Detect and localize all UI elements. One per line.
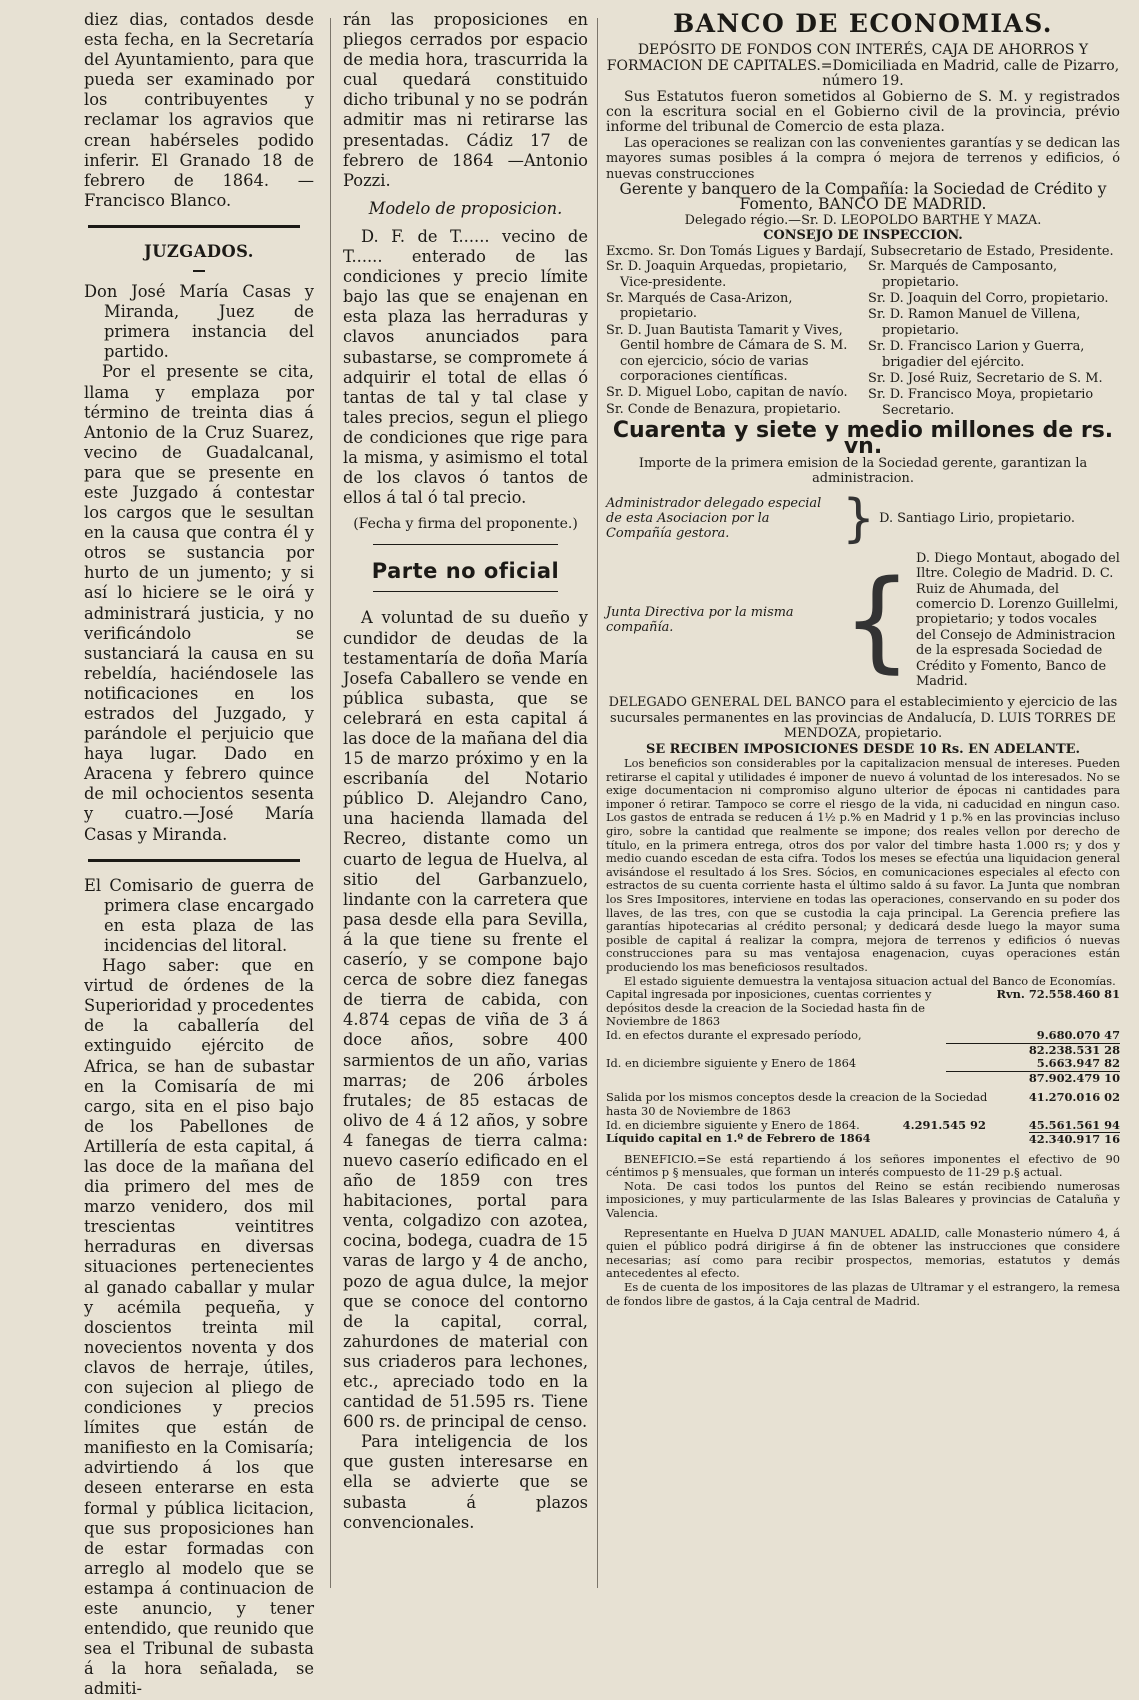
cuarenta-millones-heading: Cuarenta y siete y medio millones de rs. vn. xyxy=(612,418,1114,459)
consejo-member: Sr. Conde de Benazura, propietario. xyxy=(606,401,841,417)
delegado-general-line: DELEGADO GENERAL DEL BANCO para el establecimiento y ejercicio de las sucursales permanentes en las provincias de Andalucía, D. LUIS TORRES DE MENDOZA, propietario. xyxy=(608,695,1118,742)
beneficios-body: Los beneficios son considerables por la capitalizacion mensual de intereses. Pueden retirarse el capital y utilidades é imponer de nuevo á voluntad de los interesados. No se exige documentacion ni compromiso alguno ulterior de épocas ni cantidades para imponer ó retirar. Tampoco se corre el riesgo de la vida, ni caducidad en ningun caso. Los gastos de entrada se reducen á 1½ p.% en Madrid y 1 p.% en las provincias incluso giro, sobre la cantidad que realmente se impone; dos reales vellon por derecho de título, en la primera entrega, otros dos por valor del timbre hasta 1.000 rs; y dos y medio cuando escedan de esta cifra. Todos los meses se efectúa una liquidacion general avisándose el resultado á los Sres. Sócios, en comunicaciones especiales al efecto con estractos de su cuenta corriente hasta el último saldo á su favor. La Junta que nombran los Sres Impositores, interviene en todas las operaciones, conservando en su poder dos llaves, de las tres, con que se custodia la caja principal. La Gerencia prefiere las garantías hipotecarias al crédito personal; y dedicará desde luego la mayor suma posible de capital á realizar la compra, mejora de terrenos y edificios ó nuevas construcciones para su mas ventajosa enagenacion, cuyas operaciones están produciendo los mas beneficiosos resultados. xyxy=(606,756,1120,974)
column-3-banco xyxy=(606,10,1120,1308)
section-rule xyxy=(373,591,558,592)
consejo-right-list xyxy=(868,259,1120,419)
consejo-member: Sr. Marqués de Camposanto, propietario. xyxy=(868,259,1058,290)
estatutos-line: Sus Estatutos fueron sometidos al Gobierno de S. M. y registrados con la escritura social en el Gobierno civil de la provincia, prévio informe del tribunal de Comercio de esta plaza. xyxy=(606,88,1120,136)
administrador-value: D. Santiago Lirio, propietario. xyxy=(879,511,1075,527)
ledger-amount: 9.680.070 47 xyxy=(1036,1027,1120,1042)
comisario-title: El Comisario de guerra de primera clase encargado en esta plaza de las incidencias del litoral. xyxy=(84,875,314,955)
consejo-member: Sr. D. Miguel Lobo, capitan de navío. xyxy=(606,385,848,401)
ledger-label: Id. en diciembre siguiente y Enero de 1864 xyxy=(606,1056,857,1071)
announcement-ayuntamiento: diez dias, contados desde esta fecha, en la Secretaría del Ayuntamiento, para que pueda ser examinado por los contribuyentes y reclamar los agravios que crean habérseles podido inferir. El Granado 18 de febrero de 1864. —Francisco Blanco. xyxy=(84,10,314,210)
consejo-member: Sr. D. Joaquin del Corro, propietario. xyxy=(868,290,1109,306)
modelo-body: D. F. de T...... vecino de T...... enterado de las condiciones y precio límite bajo las que se enajenan en esta plaza las herraduras y clavos anunciados para subastarse, se compromete á adquirir el total de ellas ó tantas de tal y tal clase y tales precios, segun el pliego de condiciones que rige para la misma, y asimismo el total de los clavos ó tantos de ellos á tal ó tal precio. xyxy=(343,226,588,508)
juzgado-body: Por el presente se cita, llama y emplaza por término de treinta dias á Antonio de la Cruz Suarez, vecino de Guadalcanal, para que se presente en este Juzgado á contestar los cargos que le sesultan en la causa que contra él y otros se sustancia por hurto de un jumento; y si así lo hiciere se le oirá y administrará justicia, y no verificándolo se sustanciará la causa en su rebeldía, haciéndosele las notificaciones en los estrados del Juzgado, y parándole el perjuicio que haya lugar. Dado en Aracena y febrero quince de mil ochocientos sesenta y cuatro.—José María Casas y Miranda. xyxy=(84,362,314,844)
column-divider xyxy=(330,18,331,1588)
operaciones-line: Las operaciones se realizan con las convenientes garantías y se dedican las mayores sumas posibles á la compra ó mejora de terrenos y edificios, ó nuevas construcciones xyxy=(606,135,1120,182)
section-rule xyxy=(373,544,558,545)
gerente-line: Gerente y banquero de la Compañía: la Sociedad de Crédito y Fomento, BANCO DE MADRID. xyxy=(619,180,1107,214)
consejo-left-list xyxy=(606,259,858,419)
ledger-row xyxy=(606,988,1120,1029)
brace-icon: } xyxy=(842,488,876,549)
nota-line: Nota. De casi todos los puntos del Reino se están recibiendo numerosas imposiciones, y muy particularmente de las Islas Baleares y provincias de Cataluña y Valencia. xyxy=(606,1178,1120,1221)
ledger-amount: 42.340.917 16 xyxy=(1028,1132,1120,1147)
banco-title: BANCO DE ECONOMIAS. xyxy=(673,9,1053,38)
consejo-member: Sr. D. Ramon Manuel de Villena, propietario. xyxy=(868,307,1081,338)
heading-juzgados: JUZGADOS. xyxy=(144,241,254,261)
ledger-row xyxy=(606,1119,1120,1133)
cuenta-line: Es de cuenta de los impositores de las plazas de Ultramar y el estrangero, la remesa de fondos libre de gastos, á la Caja central de Madrid. xyxy=(606,1280,1120,1308)
beneficio-line: BENEFICIO.=Se está repartiendo á los señores imponentes el efectivo de 90 céntimos p § mensuales, que forman un interés compuesto de 11-29 p.§ actual. xyxy=(606,1151,1120,1180)
consejo-member: Sr. Marqués de Casa-Arizon, propietario. xyxy=(606,290,793,322)
ledger-label: Id. en diciembre siguiente y Enero de 1864. xyxy=(606,1117,860,1132)
column-1 xyxy=(84,10,314,1700)
ledger-amount: 4.291.545 92 xyxy=(902,1117,986,1132)
firma-line: (Fecha y firma del proponente.) xyxy=(353,516,578,533)
junta-block xyxy=(606,551,1120,690)
ledger-subtotal: 87.902.479 10 xyxy=(946,1071,1120,1086)
consejo-member: Sr. D. José Ruiz, Secretario de S. M. xyxy=(868,370,1103,386)
consejo-member: Sr. D. Joaquin Arquedas, propietario, Vice-presidente. xyxy=(606,259,848,290)
importe-line: Importe de la primera emision de la Sociedad gerente, garantizan la administracion. xyxy=(638,455,1088,487)
junta-value: D. Diego Montaut, abogado del Iltre. Colegio de Madrid. D. C. Ruiz de Ahumada, del comercio D. Lorenzo Guillelmi, propietario; y todos vocales del Consejo de Administracion de la espresada Sociedad de Crédito y Fomento, Banco de Madrid. xyxy=(916,550,1120,690)
ledger-amount: 5.663.947 82 xyxy=(1036,1056,1120,1071)
ledger-label: Salida por los mismos conceptos desde la creacion de la Sociedad hasta 30 de Noviembre de 1863 xyxy=(606,1090,988,1118)
delegado-regio-line: Delegado régio.—Sr. D. LEOPOLDO BARTHE Y MAZA. xyxy=(684,212,1042,228)
section-rule xyxy=(88,225,300,228)
ledger-label: Líquido capital en 1.º de Febrero de 1864 xyxy=(606,1131,871,1146)
consejo-member: Sr. D. Francisco Moya, propietario Secretario. xyxy=(868,387,1094,418)
ledger-subtotal: 82.238.531 28 xyxy=(946,1043,1120,1058)
ledger-row xyxy=(606,1132,1120,1147)
representante-line: Representante en Huelva D JUAN MANUEL ADALID, calle Monasterio número 4, á quien el público podrá dirigirse á fin de obtener las instrucciones que considere necesarias; así como para recibir prospectos, memorias, estatutos y demás antecedentes al efecto. xyxy=(606,1225,1120,1281)
section-rule xyxy=(88,859,300,862)
administrador-label: Administrador delegado especial de esta Asociacion por la Compañía gestora. xyxy=(606,495,822,542)
column-divider xyxy=(597,18,598,1588)
ledger-row xyxy=(606,1029,1120,1043)
consejo-member: Sr. D. Juan Bautista Tamarit y Vives, Gentil hombre de Cámara de S. M. con ejercicio, sócio de varias corporaciones científicas. xyxy=(606,322,848,384)
ledger-label: Id. en efectos durante el expresado período, xyxy=(606,1027,862,1042)
subasta-plazos: Para inteligencia de los que gusten interesarse en ella se advierte que se subasta á plazos convencionales. xyxy=(343,1432,588,1532)
subasta-body: A voluntad de su dueño y cundidor de deudas de la testamentaría de doña María Josefa Caballero se vende en pública subasta, que se celebrará en esta capital á las doce de la mañana del dia 15 de marzo próximo y en la escribanía del Notario público D. Alejandro Cano, una hacienda llamada del Recreo, distante como un cuarto de legua de Huelva, al sitio del Garbanzuelo, lindante con la carretera que pasa desde ella para Sevilla, á la que tiene su frente el caserío, y se compone bajo cerca de sobre diez fanegas de tierra de cabida, con 4.874 cepas de viña de 3 á doce años, sobre 400 sarmientos de un año, varias marras; de 206 árboles frutales; de 85 estacas de olivo de 4 á 12 años, y sobre 4 fanegas de tierra calma: nuevo caserío edificado en el año de 1859 con tres habitaciones, portal para venta, colgadizo con azotea, cocina, bodega, cuadra de 15 varas de largo y 4 de ancho, pozo de agua dulce, la mejor que se conoce del contorno de la capital, corral, zahurdones de material con sus criaderos para lechones, etc., apreciado todo en la cantidad de 51.595 rs. Tiene 600 rs. de principal de censo. xyxy=(343,608,588,1432)
consejo-members xyxy=(606,259,1120,419)
ledger-row xyxy=(606,1091,1120,1118)
consejo-heading: CONSEJO DE INSPECCION. xyxy=(763,228,963,244)
ledger-label: Capital ingresada por inposiciones, cuentas corrientes y depósitos desde la creacion de la Sociedad hasta fin de Noviembre de 1863 xyxy=(606,987,932,1029)
heading-dash xyxy=(193,270,205,272)
consejo-member: Sr. D. Francisco Larion y Guerra, brigadier del ejército. xyxy=(868,339,1085,370)
junta-label: Junta Directiva por la misma compañía. xyxy=(606,604,794,636)
ledger-row xyxy=(606,1057,1120,1071)
ledger-amount: 41.270.016 02 xyxy=(1028,1090,1120,1105)
deposito-line: DEPÓSITO DE FONDOS CON INTERÉS, CAJA DE AHORROS Y FORMACION DE CAPITALES.=Domiciliada en Madrid, calle de Pizarro, número 19. xyxy=(606,42,1120,90)
comisario-continuation: rán las proposiciones en pliegos cerrados por espacio de media hora, trascurrida la cual quedará constituido dicho tribunal y no se podrán admitir mas ni retirarse las presentadas. Cádiz 17 de febrero de 1864 —Antonio Pozzi. xyxy=(343,10,588,190)
administrador-block xyxy=(606,488,1120,549)
heading-modelo: Modelo de proposicion. xyxy=(368,198,563,218)
ledger-amount: 45.561.561 94 xyxy=(1028,1117,1120,1132)
presidente-line: Excmo. Sr. Don Tomás Ligues y Bardají, Subsecretario de Estado, Presidente. xyxy=(606,243,1114,259)
comisario-body: Hago saber: que en virtud de órdenes de la Superioridad y procedentes de la caballería del extinguido ejército de Africa, se han de subastar en la Comisaría de mi cargo, sita en el piso bajo de los Pabellones de Artillería de esta capital, á las doce de la mañana del dia primero del mes de marzo venidero, dos mil trescientas veintitres herraduras en diversas situaciones pertenecientes al ganado caballar y mular y acémila pequeña, y doscientos treinta mil novecientos noventa y dos clavos de herraje, útiles, con sujecion al pliego de condiciones y precios límites que están de manifiesto en la Comisaría; advirtiendo á los que deseen enterarse en esta formal y pública licitacion, que sus proposiciones han de estar formadas con arreglo al modelo que se estampa á continuacion de este anuncio, y tener entendido, que reunido que sea el Tribunal de subasta á la hora señalada, se admiti- xyxy=(84,956,314,1699)
ledger-amount: Rvn. 72.558.460 81 xyxy=(996,987,1120,1002)
column-2 xyxy=(343,10,588,1533)
imposiciones-heading: SE RECIBEN IMPOSICIONES DESDE 10 Rs. EN ADELANTE. xyxy=(646,741,1080,757)
estado-line: El estado siguiente demuestra la ventajosa situacion actual del Banco de Economías. xyxy=(624,973,1116,988)
juzgado-title: Don José María Casas y Miranda, Juez de primera instancia del partido. xyxy=(84,282,314,362)
heading-parte-no-oficial: Parte no oficial xyxy=(371,559,560,584)
brace-icon: { xyxy=(842,556,912,685)
